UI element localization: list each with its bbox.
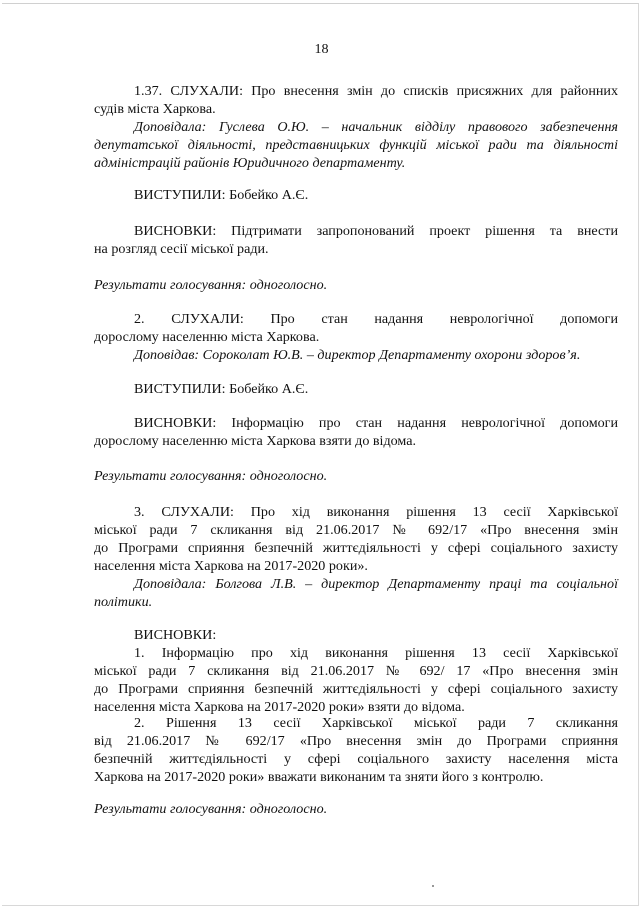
page-number: 18 [314,41,329,57]
text-line: 1. Інформацію про хід виконання рішення 13 сесії Харківської [134,645,618,661]
text-line: судів міста Харкова. [94,101,216,117]
text-line: 2. СЛУХАЛИ: Про стан надання неврологічної допомоги [134,311,618,327]
scan-speck [432,885,434,887]
text-line: 2. Рішення 13 сесії Харківської міської ради 7 скликання [134,715,618,731]
item-2-vote [94,467,618,485]
text-line: Доповідала: Болгова Л.В. – директор Департаменту праці та соціальної [134,576,618,592]
text-line: до Програми сприяння безпечній життєдіяльності у сфері соціального захисту [94,681,618,697]
item-3-conclusion-2 [94,714,618,786]
text-line: ВИСТУПИЛИ: Бобейко А.Є. [134,187,309,203]
text-line: Доповідала: Гуслева О.Ю. – начальник відділу правового забезпечення [134,119,618,135]
item-1-37-reporter [94,118,618,172]
text-line: населення міста Харкова на 2017-2020 роки» взяти до відома. [94,699,465,715]
text-line: 1.37. СЛУХАЛИ: Про внесення змін до списків присяжних для районних [134,83,618,99]
text-line: від 21.06.2017 № 692/17 «Про внесення змін до Програми сприяння [94,733,618,749]
item-3-reporter [94,575,618,611]
text-line: Результати голосування: одноголосно. [94,801,328,817]
text-line: Харкова на 2017-2020 роки» вважати виконаним та зняти його з контролю. [94,769,544,785]
text-line: безпечній життєдіяльності у сфері соціального захисту населення міста [94,751,618,767]
text-line: депутатської діяльності, представницьких функцій міської ради та діяльності [94,137,618,153]
item-1-37-spoke [94,186,618,204]
item-2-spoke [94,380,618,398]
text-line: дорослому населенню міста Харкова взяти до відома. [94,433,417,449]
item-3-heard [94,503,618,575]
text-line: адміністрацій районів Юридичного департаменту. [94,155,406,171]
item-2-heard [94,310,618,346]
text-line: до Програми сприяння безпечній життєдіяльності у сфері соціального захисту [94,540,618,556]
text-line: міської ради 7 скликання від 21.06.2017 № 692/17 «Про внесення змін [94,522,618,538]
text-line: Результати голосування: одноголосно. [94,277,328,293]
item-2-conclusions [94,414,618,450]
item-3-conclusions-heading [94,626,618,644]
text-line: ВИСТУПИЛИ: Бобейко А.Є. [134,381,309,397]
text-line: 3. СЛУХАЛИ: Про хід виконання рішення 13 сесії Харківської [134,504,618,520]
text-line: Результати голосування: одноголосно. [94,468,328,484]
item-2-reporter [94,346,618,364]
text-line: ВИСНОВКИ: Інформацію про стан надання неврологічної допомоги [134,415,618,431]
item-3-vote [94,800,618,818]
text-line: ВИСНОВКИ: Підтримати запропонований проект рішення та внести [134,223,618,239]
item-1-37-conclusions [94,222,618,258]
item-1-37-vote [94,276,618,294]
item-3-conclusion-1 [94,644,618,716]
text-line: населення міста Харкова на 2017-2020 роки». [94,558,368,574]
text-line: міської ради 7 скликання від 21.06.2017 № 692/ 17 «Про внесення змін [94,663,618,679]
text-line: політики. [94,594,153,610]
item-1-37-heard [94,82,618,118]
text-line: дорослому населенню міста Харкова. [94,329,320,345]
text-line: на розгляд сесії міської ради. [94,241,269,257]
text-line: ВИСНОВКИ: [134,627,217,643]
text-line: Доповідав: Сороколат Ю.В. – директор Департаменту охорони здоров’я. [134,347,581,363]
